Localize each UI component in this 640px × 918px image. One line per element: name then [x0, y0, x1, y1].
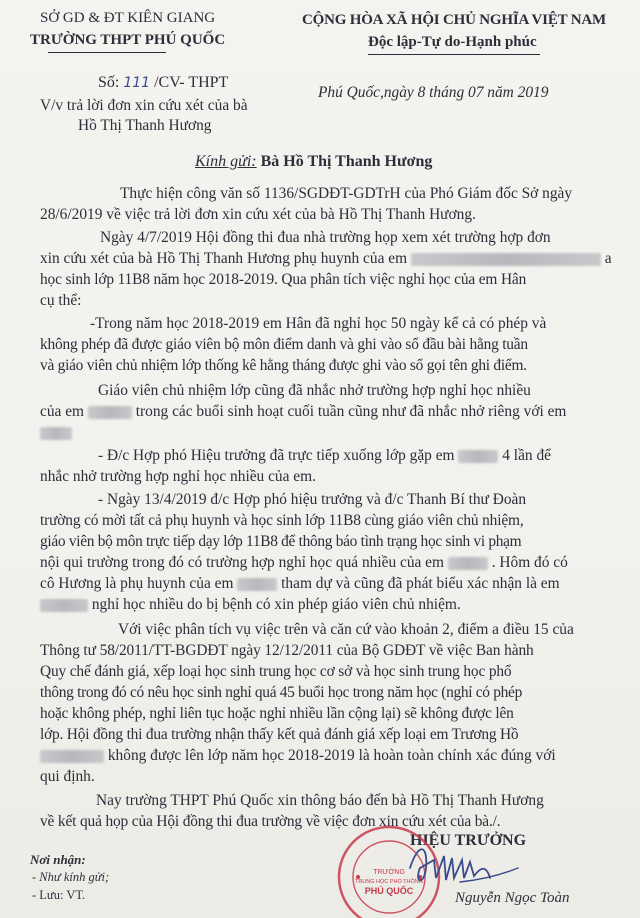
- body-line: về kết quả họp của Hội đồng thi đua trường về việc đơn xin cứu xét của bà./.: [40, 813, 501, 830]
- body-line: lớp. Hội đồng thi đua trường nhận thấy kết quả đánh giá xếp loại em Trương Hồ: [40, 726, 519, 743]
- redacted-name: [88, 406, 132, 419]
- handwritten-signature: [400, 838, 530, 898]
- body-line: trường có mời tất cả phụ huynh và học sinh lớp 11B8 cùng giáo viên chủ nhiệm,: [40, 512, 524, 529]
- school-name: TRƯỜNG THPT PHÚ QUỐC: [30, 32, 226, 48]
- body-line: thông trong đó có nêu học sinh nghỉ quá 45 buổi học trong năm học (nghỉ có phép: [40, 684, 522, 701]
- redacted-name: [448, 557, 488, 570]
- stamp-center-2: TRUNG HỌC PHỔ THÔNG: [354, 879, 424, 885]
- handwritten-number: 111: [123, 75, 151, 91]
- recipient-item: - Như kính gửi;: [32, 870, 110, 884]
- body-line: cô Hương là phụ huynh của em tham dự và cũng đã phát biểu xác nhận là em: [40, 575, 560, 592]
- national-title: CỘNG HÒA XÃ HỘI CHỦ NGHĨA VIỆT NAM: [302, 12, 606, 28]
- body-line: xin cứu xét của bà Hồ Thị Thanh Hương phụ huynh của em a: [40, 250, 612, 267]
- department-name: SỞ GD & ĐT KIÊN GIANG: [40, 10, 216, 26]
- redacted-name: [458, 450, 498, 463]
- body-line: và giáo viên chủ nhiệm lớp thống kê hằng tháng được ghi vào sổ gọi tên ghi điểm.: [40, 357, 527, 374]
- body-line: - Ngày 13/4/2019 đ/c Hợp phó hiệu trưởng và đ/c Thanh Bí thư Đoàn: [98, 491, 527, 508]
- body-line: không phép đã được giáo viên bộ môn điểm danh và ghi vào sổ đầu bài hằng tuần: [40, 336, 528, 353]
- signer-name: Nguyễn Ngọc Toàn: [455, 890, 570, 906]
- body-line: không được lên lớp năm học 2018-2019 là hoàn toàn chính xác đúng với: [40, 745, 556, 766]
- body-line: 28/6/2019 về việc trả lời đơn xin cứu xét của bà Hồ Thị Thanh Hương.: [40, 206, 476, 223]
- body-line: nội qui trường trong đó có trường hợp nghỉ học quá nhiều của em . Hôm đó có: [40, 554, 568, 571]
- recipient-item: - Lưu: VT.: [32, 888, 86, 902]
- document-number: Số: 111 /CV- THPT: [98, 74, 229, 91]
- place-date: Phú Quốc,ngày 8 tháng 07 năm 2019: [318, 84, 549, 101]
- redacted-name: [40, 427, 72, 440]
- header-left-rule: [48, 52, 166, 53]
- body-line: -Trong năm học 2018-2019 em Hân đã nghỉ học 50 ngày kể cả có phép và: [90, 315, 547, 332]
- national-motto: Độc lập-Tự do-Hạnh phúc: [368, 34, 537, 50]
- body-line: cụ thể:: [40, 292, 82, 309]
- body-line: nghỉ học nhiều do bị bệnh có xin phép giáo viên chủ nhiệm.: [40, 594, 461, 615]
- recipients-label: Nơi nhận:: [30, 852, 86, 867]
- header-right-rule: [368, 54, 540, 55]
- signer-title: HIỆU TRƯỞNG: [410, 832, 527, 849]
- body-line: qui định.: [40, 768, 95, 785]
- body-line: Nay trường THPT Phú Quốc xin thông báo đến bà Hồ Thị Thanh Hương: [96, 792, 544, 809]
- body-line: nhắc nhở trường hợp nghỉ học nhiều của em.: [40, 468, 316, 485]
- body-line: - Đ/c Hợp phó Hiệu trưởng đã trực tiếp xuống lớp gặp em 4 lần để: [98, 447, 551, 464]
- body-line: Quy chế đánh giá, xếp loại học sinh trung học cơ sở và học sinh trung học phổ: [40, 663, 512, 680]
- body-line: giáo viên bộ môn trực tiếp dạy lớp 11B8 để thông báo tình trạng học sinh vi phạm: [40, 533, 522, 550]
- body-line: [40, 422, 72, 443]
- redacted-name: [411, 253, 601, 266]
- subject-line-1: V/v trả lời đơn xin cứu xét của bà: [40, 97, 248, 114]
- body-line: của em trong các buổi sinh hoạt cuối tuần cũng như đã nhắc nhở riêng với em: [40, 403, 567, 420]
- subject-line-2: Hồ Thị Thanh Hương: [78, 117, 212, 134]
- greeting-label: Kính gửi:: [195, 153, 257, 170]
- recipient-name: Bà Hồ Thị Thanh Hương: [260, 153, 433, 170]
- stamp-center-3: PHÚ QUỐC: [364, 886, 414, 896]
- body-line: Với việc phân tích vụ việc trên và căn cứ vào khoản 2, điểm a điều 15 của: [118, 621, 574, 638]
- body-line: Giáo viên chủ nhiệm lớp cũng đã nhắc nhở trường hợp nghỉ học nhiều: [98, 382, 531, 399]
- redacted-name: [237, 578, 277, 591]
- body-line: Thông tư 58/2011/TT-BGDĐT ngày 12/12/2011 của Bộ GDĐT về việc Ban hành: [40, 642, 534, 659]
- stamp-center-1: TRƯỜNG: [373, 869, 405, 876]
- redacted-name: [40, 750, 104, 763]
- body-line: Ngày 4/7/2019 Hội đồng thi đua nhà trường họp xem xét trường hợp đơn: [100, 229, 551, 246]
- redacted-name: [40, 599, 88, 612]
- body-line: học sinh lớp 11B8 năm học 2018-2019. Qua phân tích việc nghỉ học của em Hân: [40, 271, 527, 288]
- greeting: [195, 153, 432, 171]
- body-line: hoặc không phép, nghỉ liên tục hoặc nghỉ nhiều lần cộng lại) sẽ không được lên: [40, 705, 514, 722]
- body-line: Thực hiện công văn số 1136/SGDĐT-GDTrH của Phó Giám đốc Sở ngày: [120, 185, 573, 202]
